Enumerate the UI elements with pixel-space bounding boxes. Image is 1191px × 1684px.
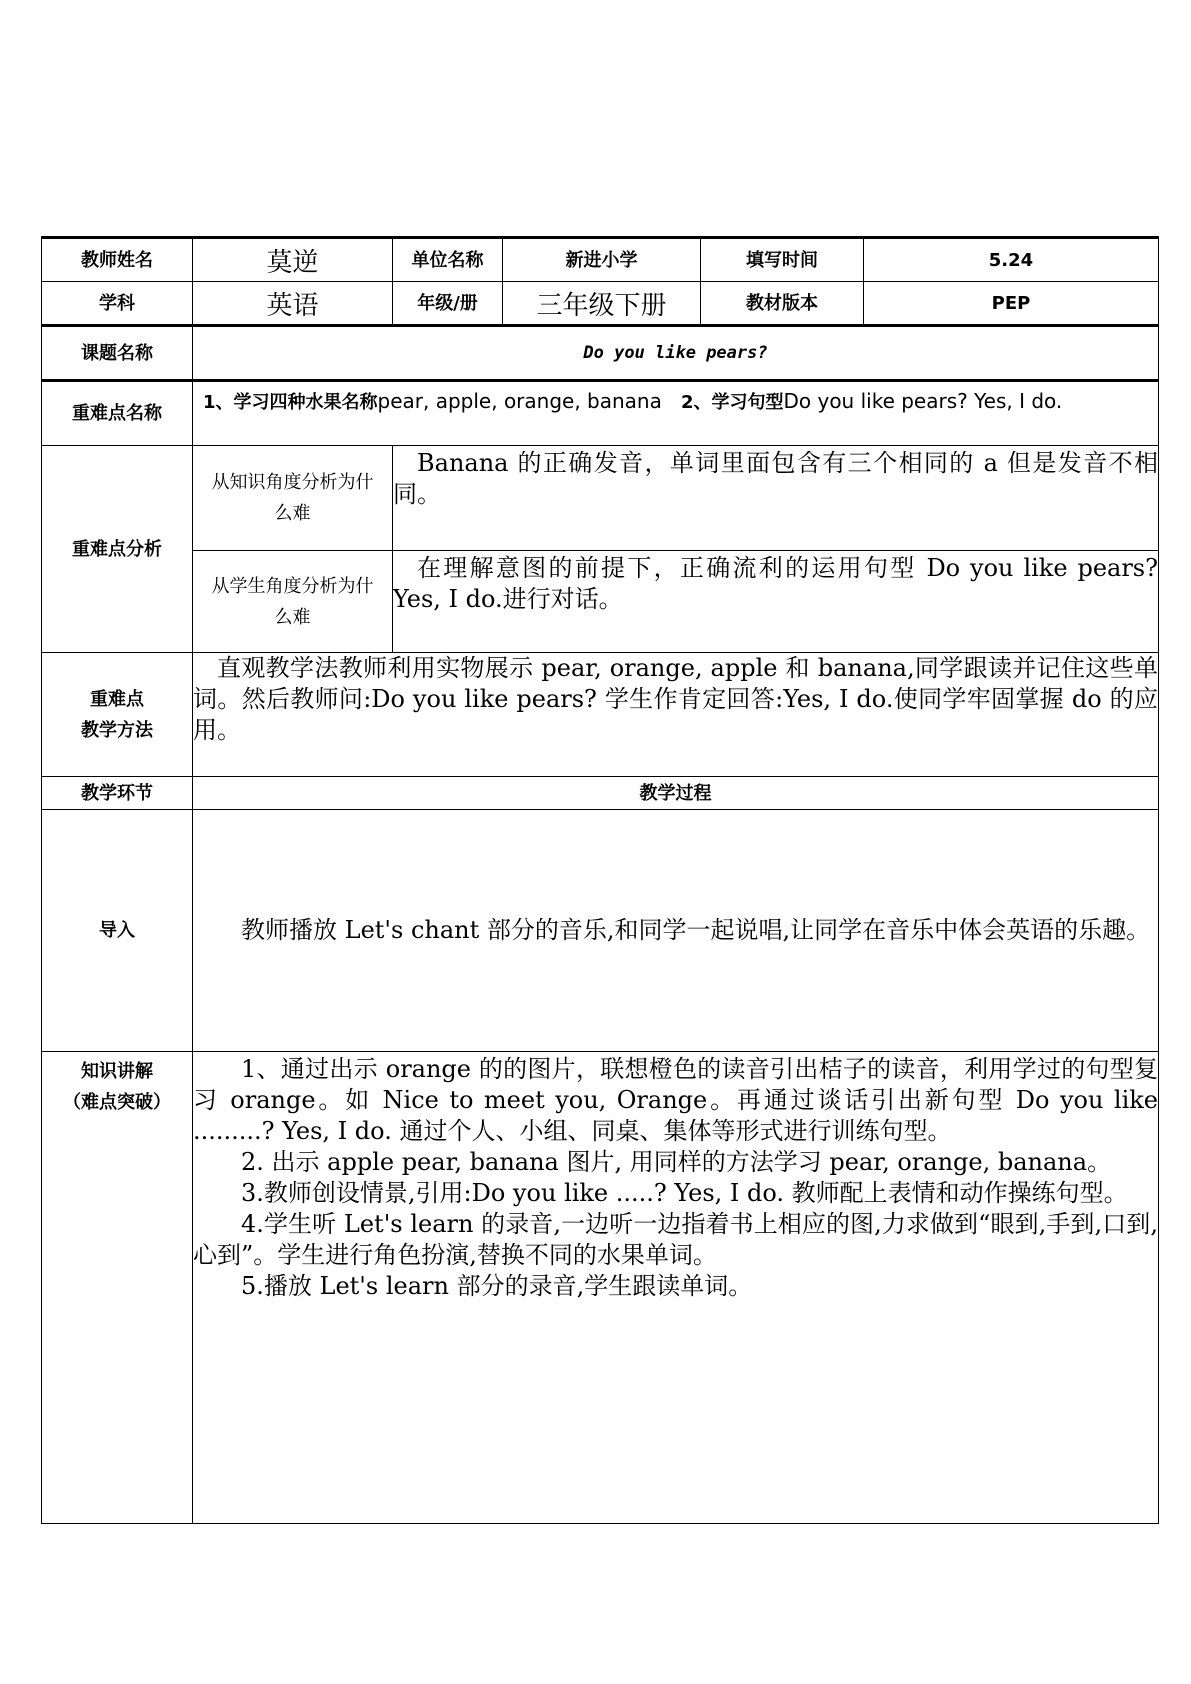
- knowledge-label: [42, 1052, 193, 1524]
- topic-row: [42, 326, 1159, 381]
- intro-row: [42, 810, 1159, 1052]
- lesson-plan-form: [41, 236, 1158, 1524]
- edition-label: 教材版本: [701, 282, 864, 326]
- keypoints-row: [42, 381, 1159, 446]
- date-value: 5.24: [864, 238, 1159, 282]
- lesson-plan-table: [41, 236, 1159, 1524]
- analysis-knowledge-text: Banana 的正确发音，单词里面包含有三个相同的 a 但是发音不相同。: [393, 449, 1158, 508]
- edition-value: PEP: [864, 282, 1159, 326]
- stage-header: 教学环节: [42, 777, 193, 810]
- topic-value: Do you like pears?: [193, 326, 1159, 381]
- header-row-1: [42, 238, 1159, 282]
- knowledge-step-3: 3.教师创设情景,引用:Do you like .....? Yes, I do. 教师配上表情和动作操练句型。: [241, 1179, 1128, 1207]
- analysis-student-label: 从学生角度分析为什么难: [193, 551, 393, 653]
- knowledge-row: [42, 1052, 1159, 1524]
- keypoint-2-text: Do you like pears? Yes, I do.: [783, 389, 1063, 413]
- teacher-name-label: 教师姓名: [42, 238, 193, 282]
- teacher-name-value: 莫逆: [193, 238, 393, 282]
- knowledge-label-line2: （难点突破）: [63, 1092, 171, 1113]
- date-label: 填写时间: [701, 238, 864, 282]
- method-text: 直观教学法教师利用实物展示 pear, orange, apple 和 banana,同学跟读并记住这些单词。然后教师问:Do you like pears? 学生作肯定回答:Yes, I do.使同学牢固掌握 do 的应用。: [193, 654, 1158, 744]
- knowledge-label-line1: 知识讲解: [81, 1061, 153, 1082]
- keypoints-label: 重难点名称: [42, 381, 193, 446]
- knowledge-step-2: 2. 出示 apple pear, banana 图片, 用同样的方法学习 pear, orange, banana。: [241, 1148, 1112, 1176]
- unit-label: 单位名称: [393, 238, 503, 282]
- grade-value: 三年级下册: [503, 282, 701, 326]
- topic-label: 课题名称: [42, 326, 193, 381]
- subject-label: 学科: [42, 282, 193, 326]
- intro-text-cell: [193, 810, 1159, 1052]
- analysis-student-text: 在理解意图的前提下，正确流利的运用句型 Do you like pears? Yes, I do.进行对话。: [393, 554, 1158, 613]
- process-header: 教学过程: [193, 777, 1159, 810]
- method-text-cell: [193, 653, 1159, 777]
- keypoint-1-prefix: 1、学习四种水果名称: [203, 392, 378, 413]
- grade-label: 年级/册: [393, 282, 503, 326]
- analysis-label: 重难点分析: [42, 446, 193, 653]
- method-label-line1: 重难点: [90, 688, 144, 710]
- knowledge-text-cell: [193, 1052, 1159, 1524]
- process-header-row: [42, 777, 1159, 810]
- knowledge-step-5: 5.播放 Let's learn 部分的录音,学生跟读单词。: [241, 1272, 753, 1300]
- intro-label: 导入: [42, 810, 193, 1052]
- knowledge-step-1: 1、通过出示 orange 的的图片，联想橙色的读音引出桔子的读音，利用学过的句型复习 orange。如 Nice to meet you, Orange。再通过谈话引出新句型 Do you like .........? Yes, I do. 通过个人、小组、同桌、集体等形式进行训练句型。: [193, 1055, 1158, 1145]
- knowledge-step-4: 4.学生听 Let's learn 的录音,一边听一边指着书上相应的图,力求做到“眼到,手到,口到,心到”。学生进行角色扮演,替换不同的水果单词。: [193, 1210, 1158, 1269]
- analysis-knowledge-row: [42, 446, 1159, 551]
- method-label: [42, 653, 193, 777]
- keypoint-1-text: pear, apple, orange, banana: [377, 389, 662, 413]
- header-row-2: [42, 282, 1159, 326]
- method-row: [42, 653, 1159, 777]
- intro-text: 教师播放 Let's chant 部分的音乐,和同学一起说唱,让同学在音乐中体会英语的乐趣。: [241, 916, 1151, 944]
- analysis-knowledge-label: 从知识角度分析为什么难: [193, 446, 393, 551]
- analysis-student-text-cell: [393, 551, 1159, 653]
- subject-value: 英语: [193, 282, 393, 326]
- analysis-knowledge-text-cell: [393, 446, 1159, 551]
- unit-value: 新进小学: [503, 238, 701, 282]
- method-label-line2: 教学方法: [81, 719, 153, 741]
- keypoints-value: [193, 381, 1159, 446]
- analysis-student-row: [42, 551, 1159, 653]
- keypoint-2-prefix: 2、学习句型: [680, 392, 784, 413]
